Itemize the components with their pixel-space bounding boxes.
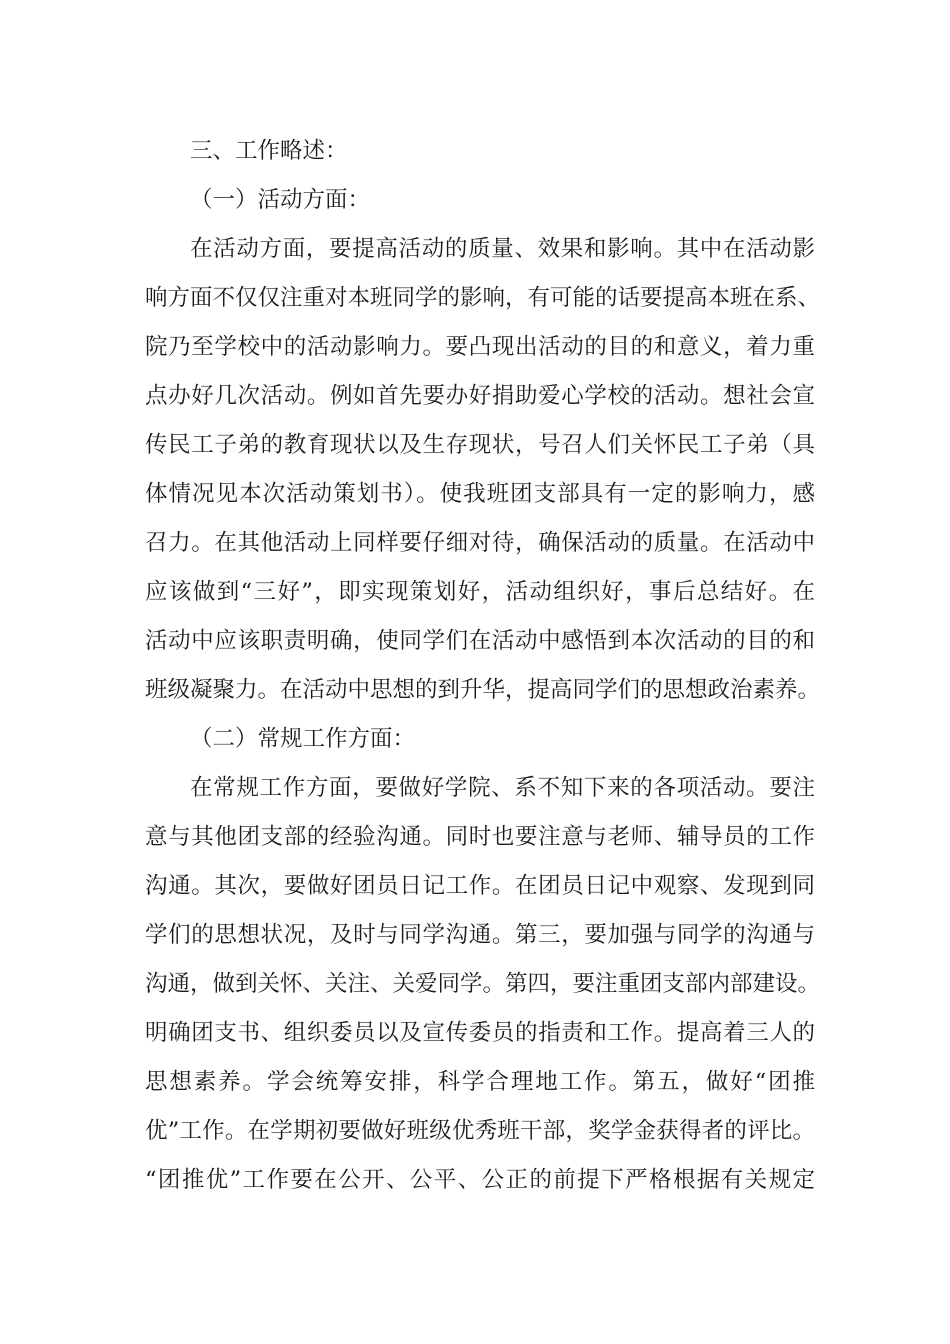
paragraph-line: 沟通。其次，要做好团员日记工作。在团员日记中观察、发现到同 — [145, 873, 815, 899]
paragraph-line: 召力。在其他活动上同样要仔细对待，确保活动的质量。在活动中 — [145, 530, 815, 556]
paragraph-line: 意与其他团支部的经验沟通。同时也要注意与老师、辅导员的工作 — [145, 824, 815, 850]
document-body — [145, 127, 821, 1205]
paragraph-line: 应该做到“三好”，即实现策划好，活动组织好，事后总结好。在 — [145, 579, 815, 605]
subsection-heading-routine-work: （二）常规工作方面： — [190, 726, 416, 752]
section-heading: 三、工作略述： — [190, 138, 348, 164]
paragraph-line: 沟通，做到关怀、关注、关爱同学。第四，要注重团支部内部建设。 — [145, 971, 821, 997]
paragraph-line: 在常规工作方面，要做好学院、系不知下来的各项活动。要注 — [190, 775, 815, 801]
paragraph-line: 学们的思想状况，及时与同学沟通。第三，要加强与同学的沟通与 — [145, 922, 815, 948]
paragraph-line: 点办好几次活动。例如首先要办好捐助爱心学校的活动。想社会宣 — [145, 383, 815, 409]
paragraph-line: 优”工作。在学期初要做好班级优秀班干部，奖学金获得者的评比。 — [145, 1118, 815, 1144]
paragraph-routine-work — [145, 764, 821, 1205]
paragraph-line: 明确团支书、组织委员以及宣传委员的指责和工作。提高着三人的 — [145, 1020, 815, 1046]
paragraph-line: 传民工子弟的教育现状以及生存现状，号召人们关怀民工子弟（具 — [145, 432, 815, 458]
paragraph-line: 院乃至学校中的活动影响力。要凸现出活动的目的和意义，着力重 — [145, 334, 815, 360]
paragraph-line: “团推优”工作要在公开、公平、公正的前提下严格根据有关规定 — [145, 1167, 815, 1193]
paragraph-line: 体情况见本次活动策划书）。使我班团支部具有一定的影响力，感 — [145, 481, 815, 507]
paragraph-line: 响方面不仅仅注重对本班同学的影响，有可能的话要提高本班在系、 — [145, 285, 821, 311]
paragraph-line: 在活动方面，要提高活动的质量、效果和影响。其中在活动影 — [190, 236, 815, 262]
paragraph-activities — [145, 225, 821, 715]
subsection-heading-activities: （一）活动方面： — [190, 187, 371, 213]
paragraph-line: 活动中应该职责明确，使同学们在活动中感悟到本次活动的目的和 — [145, 628, 815, 654]
paragraph-line: 班级凝聚力。在活动中思想的到升华，提高同学们的思想政治素养。 — [145, 677, 821, 703]
paragraph-line: 思想素养。学会统筹安排，科学合理地工作。第五，做好“团推 — [145, 1069, 815, 1095]
